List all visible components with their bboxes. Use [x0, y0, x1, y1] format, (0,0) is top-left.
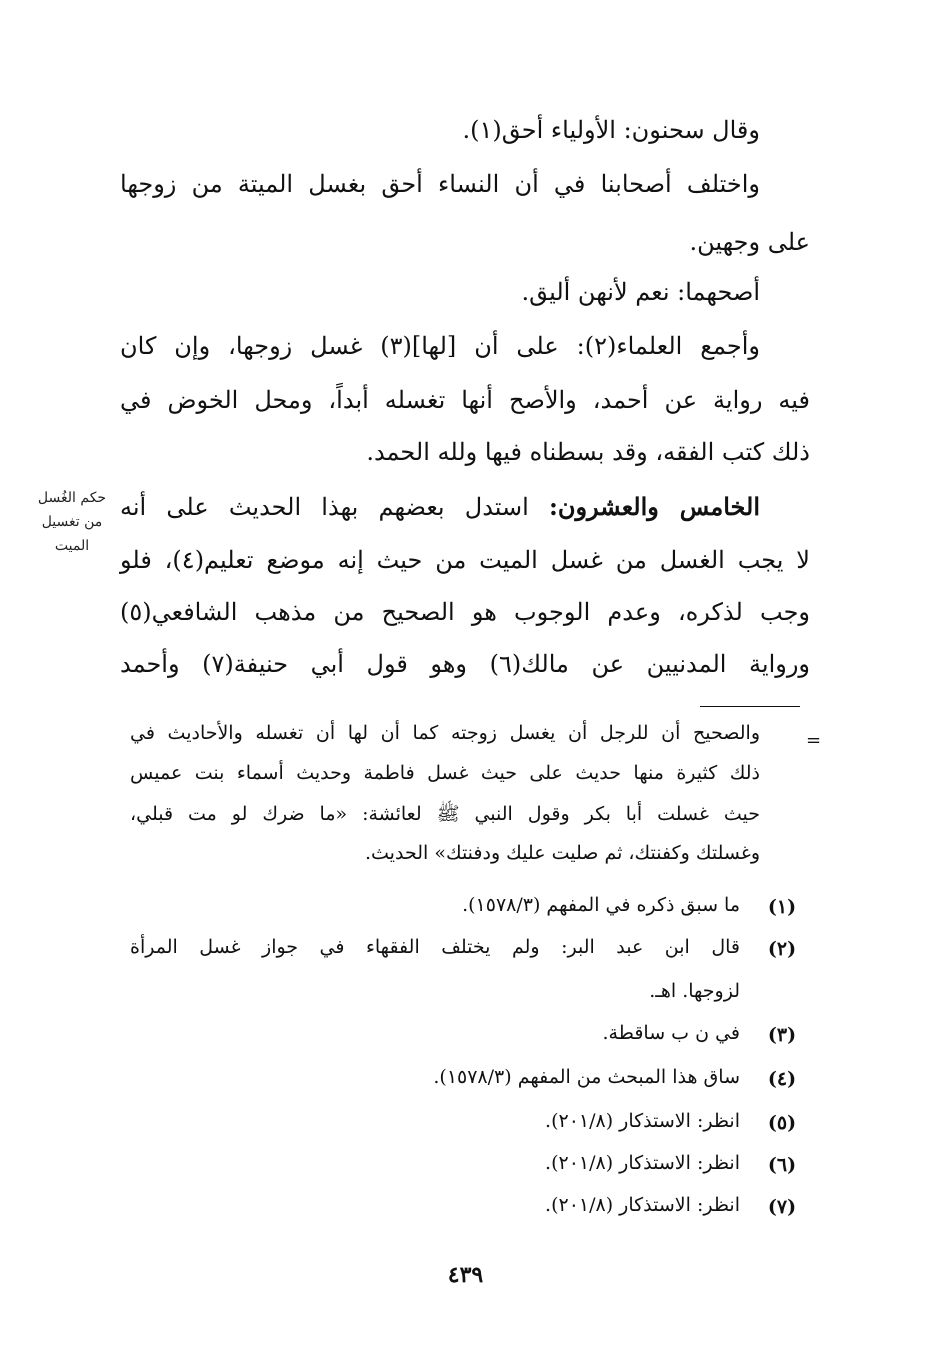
body-line-6: فيه رواية عن أحمد، والأصح أنها تغسله أبداً، ومحل الخوض في — [120, 386, 810, 414]
footnote-number-4: (٤) — [767, 1068, 797, 1090]
body-line-11: ورواية المدنيين عن مالك(٦) وهو قول أبي حنيفة(٧) وأحمد — [120, 650, 811, 678]
footnote-number-2: (٢) — [767, 938, 797, 960]
continuation-mark: = — [806, 730, 822, 751]
footnote-number-7: (٧) — [767, 1196, 797, 1218]
body-line-9: لا يجب الغسل من غسل الميت من حيث إنه موضع تعليم(٤)، فلو — [120, 546, 810, 574]
margin-note-line-1: حكم الغُسل — [37, 490, 107, 506]
body-line-4: أصحهما: نعم لأنهن أليق. — [521, 278, 760, 306]
footnote-number-5: (٥) — [767, 1112, 797, 1134]
body-line-8: الخامس والعشرون: استدل بعضهم بهذا الحديث على أنه — [120, 492, 760, 521]
footnote-text-2-cont: لزوجها. اهـ. — [649, 980, 740, 1002]
footnote-number-3: (٣) — [767, 1024, 797, 1046]
section-lead-phrase: الخامس والعشرون: — [548, 492, 760, 521]
footnote-text-5: انظر: الاستذكار (٢٠١/٨). — [545, 1110, 740, 1132]
margin-note-line-3: الميت — [54, 538, 90, 554]
footnote-text-2: قال ابن عبد البر: ولم يختلف الفقهاء في جواز غسل المرأة — [130, 936, 740, 958]
footnote-text-6: انظر: الاستذكار (٢٠١/٨). — [545, 1152, 740, 1174]
margin-note — [22, 486, 122, 558]
body-line-10: وجب لذكره، وعدم الوجوب هو الصحيح من مذهب الشافعي(٥) — [120, 598, 810, 626]
footnote-text-1: ما سبق ذكره في المفهم (١٥٧٨/٣). — [462, 894, 740, 916]
page-number: ٤٣٩ — [447, 1262, 484, 1288]
footnote-continuation-line-4: وغسلتك وكفنتك، ثم صليت عليك ودفنتك» الحديث. — [364, 842, 760, 864]
body-line-5: وأجمع العلماء(٢): على أن [لها](٣) غسل زوجها، وإن كان — [120, 332, 760, 360]
margin-note-line-2: من تغسيل — [41, 514, 103, 530]
body-line-3: على وجهين. — [689, 228, 810, 256]
body-line-2: واختلف أصحابنا في أن النساء أحق بغسل الميتة من زوجها — [120, 170, 760, 198]
footnote-continuation-line-2: ذلك كثيرة منها حديث على حيث غسل فاطمة وحديث أسماء بنت عميس — [130, 762, 760, 784]
footnote-number-1: (١) — [767, 896, 797, 918]
footnote-text-3: في ن ب ساقطة. — [602, 1022, 740, 1044]
body-line-7: ذلك كتب الفقه، وقد بسطناه فيها ولله الحمد. — [366, 438, 810, 466]
footnote-continuation-line-3: حيث غسلت أبا بكر وقول النبي ﷺ لعائشة: «ما ضرك لو مت قبلي، — [130, 803, 760, 825]
footnote-number-6: (٦) — [767, 1154, 797, 1176]
footnote-text-4: ساق هذا المبحث من المفهم (١٥٧٨/٣). — [433, 1066, 740, 1088]
body-line-1: وقال سحنون: الأولياء أحق(١). — [462, 116, 760, 144]
footnote-continuation-line-1: والصحيح أن للرجل أن يغسل زوجته كما أن لها أن تغسله والأحاديث في — [130, 722, 760, 744]
footnote-text-7: انظر: الاستذكار (٢٠١/٨). — [545, 1194, 740, 1216]
footnote-separator — [700, 706, 800, 707]
